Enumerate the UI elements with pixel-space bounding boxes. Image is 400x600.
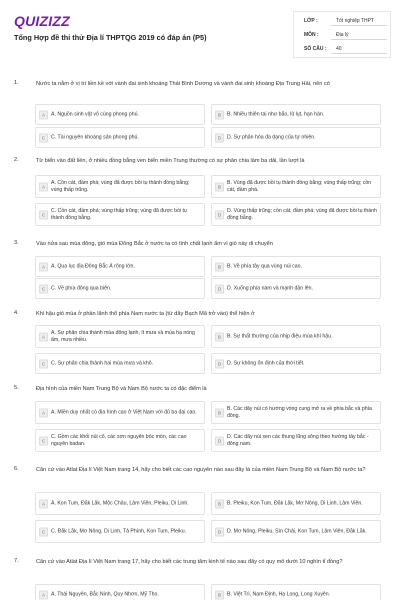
q3-option-c[interactable]	[35, 278, 205, 299]
question-text: Khi hậu gió mùa ở phần lãnh thổ phía Nam nước ta (từ dãy Bạch Mã trở vào) thể hiện ở	[36, 311, 255, 317]
option-text: C. Tài nguyên khoáng sản phong phú.	[51, 133, 139, 140]
meta-class-label: LỚP :	[304, 18, 318, 24]
option-text: D. Mơ Nông, Pleiku, Sìn Chải, Kon Tum, Lâm Viên, Đăk Lăk.	[227, 527, 367, 534]
option-letter: D	[215, 210, 224, 219]
option-text: A. Nguồn sinh vật vô cùng phong phú.	[51, 110, 139, 117]
question-number: 3.	[14, 240, 19, 246]
q6-option-d[interactable]	[211, 520, 381, 543]
question-number: 6.	[14, 466, 19, 472]
meta-count-label: SỐ CÂU :	[304, 46, 327, 52]
option-letter: A	[39, 332, 48, 341]
option-text: B. Về phía tây qua vùng núi cao.	[227, 262, 302, 269]
option-letter: A	[39, 499, 48, 508]
option-text: C. Gồm các khối núi cổ, các sơn nguyên bóc mòn, các cao nguyên badan.	[51, 433, 187, 447]
question-number: 1.	[14, 80, 19, 86]
question-number: 5.	[14, 385, 19, 391]
option-letter: A	[39, 408, 48, 417]
option-text: C. Sự phân chia thành hai mùa mưa và khô.	[51, 359, 154, 366]
option-letter: C	[39, 436, 48, 445]
q5-option-c[interactable]	[35, 429, 205, 452]
option-letter: B	[215, 332, 224, 341]
option-letter: C	[39, 133, 48, 142]
meta-divider	[331, 39, 387, 40]
option-letter: A	[39, 262, 48, 271]
meta-subject-label: MÔN :	[304, 32, 319, 38]
option-text: D. Xuống phía nam và mạnh dần lên.	[227, 284, 313, 291]
question-text: Căn cứ vào Atlat Địa lí Việt Nam trang 17, hãy cho biết các trung tâm kinh tế nào sau đây có quy mô dưới 10 nghìn tỉ đồng?	[36, 559, 343, 565]
q6-option-b[interactable]	[211, 492, 381, 515]
question-number: 4.	[14, 310, 19, 316]
option-text: A. Sự phân chia thành mùa đông lạnh, ít mưa và mùa hạ nóng ẩm, mưa nhiều.	[51, 329, 195, 343]
option-text: D. Sự không ổn định của thời tiết.	[227, 359, 305, 366]
worksheet-meta	[293, 11, 391, 58]
option-letter: D	[215, 359, 224, 368]
meta-class-row	[304, 18, 374, 24]
question-number: 7.	[14, 558, 19, 564]
option-text: B. Sự thất thường của nhịp điệu mùa khí hậu.	[227, 332, 333, 339]
option-text: A. Thái Nguyên, Bắc Ninh, Quy Nhơn, Mỹ Tho.	[51, 590, 159, 597]
option-text: A. Miền duy nhất có địa hình cao ở Việt Nam với đủ ba đai cao.	[51, 408, 197, 415]
option-text: C. Đăk Lăk, Mơ Nông, Di Linh, Tả Phình, Kon Tum, Pleiku.	[51, 527, 187, 534]
option-letter: A	[39, 590, 48, 599]
q4-option-b[interactable]	[211, 325, 381, 348]
q1-option-b[interactable]	[211, 104, 381, 125]
q1-option-a[interactable]	[35, 104, 205, 125]
question-text: Nước ta nằm ở vị trí liền kề với vành đai sinh khoáng Thái Bình Dương và vành đai sinh khoáng Địa Trung Hải, nên có	[36, 81, 330, 87]
option-letter: B	[215, 499, 224, 508]
q4-option-d[interactable]	[211, 353, 381, 374]
q1-option-c[interactable]	[35, 127, 205, 148]
worksheet-title: Tổng Hợp đề thi thử Địa lí THPTQG 2019 có đáp án (P5)	[14, 33, 207, 42]
option-letter: C	[39, 527, 48, 536]
option-text: B. Vùng đã được bồi tụ thành đồng bằng; vùng thấp trũng; cồn cát, đầm phá.	[227, 179, 372, 193]
option-text: A. Cồn cát, đầm phá; vùng đã được bồi tụ thành đồng bằng; vùng thấp trũng.	[51, 179, 190, 193]
meta-subject-row	[304, 32, 349, 38]
option-letter: B	[215, 182, 224, 191]
worksheet-header	[0, 0, 400, 62]
option-letter: C	[39, 284, 48, 293]
q6-option-c[interactable]	[35, 520, 205, 543]
meta-count-row	[304, 46, 342, 52]
q5-option-a[interactable]	[35, 401, 205, 424]
meta-divider	[331, 53, 387, 54]
meta-subject-value: Địa lý	[336, 32, 349, 38]
question-text: Vào nửa sau mùa đông, gió mùa Đông Bắc ở nước ta có tính chất lạnh ẩm vì gió này di chuyển	[36, 241, 273, 247]
option-text: B. Các dãy núi có hướng vòng cung mở ra về phía bắc và phía đông.	[227, 405, 372, 419]
q7-option-a[interactable]	[35, 584, 205, 600]
question-number: 2.	[14, 157, 19, 163]
option-text: C. Cồn cát, đầm phá; vùng thấp trũng; vùng đã được bồi tụ thành đồng bằng.	[51, 207, 187, 221]
option-letter: B	[215, 408, 224, 417]
option-letter: A	[39, 182, 48, 191]
q2-option-c[interactable]	[35, 203, 205, 226]
question-text: Căn cứ vào Atlat Địa lí Việt Nam trang 14, hãy cho biết các cao nguyên nào sau đây là của miền Nam Trung Bộ và Nam Bộ nước ta?	[36, 467, 366, 473]
option-text: D. Các dãy núi xen các thung lũng sông theo hướng tây bắc - đông nam.	[227, 433, 369, 447]
q5-option-b[interactable]	[211, 401, 381, 424]
question-text: Từ biển vào đất liền, ở nhiều đồng bằng ven biển miền Trung thường có sự phân chia làm ba dải, lần lượt là	[36, 158, 305, 164]
option-letter: B	[215, 110, 224, 119]
option-letter: B	[215, 262, 224, 271]
meta-divider	[331, 25, 387, 26]
option-letter: C	[39, 359, 48, 368]
meta-count-value: 40	[336, 46, 342, 52]
q6-option-a[interactable]	[35, 492, 205, 515]
q5-option-d[interactable]	[211, 429, 381, 452]
q2-option-b[interactable]	[211, 175, 381, 198]
option-letter: D	[215, 133, 224, 142]
q4-option-c[interactable]	[35, 353, 205, 374]
option-text: A. Qua lục địa Đông Bắc Á rộng lớn.	[51, 262, 135, 269]
option-letter: B	[215, 590, 224, 599]
q3-option-d[interactable]	[211, 278, 381, 299]
quizizz-logo: QUIZIZZ	[14, 13, 70, 29]
q4-option-a[interactable]	[35, 325, 205, 348]
option-text: C. Về phía đông qua biển.	[51, 284, 112, 291]
option-text: D. Sự phân hóa đa dạng của tự nhiên.	[227, 133, 316, 140]
option-letter: D	[215, 527, 224, 536]
option-text: A. Kon Tum, Đăk Lăk, Mộc Châu, Lâm Viên, Pleiku, Di Linh.	[51, 499, 189, 506]
question-text: Địa hình của miền Nam Trung Bộ và Nam Bộ nước ta có đặc điểm là	[36, 386, 207, 392]
q2-option-d[interactable]	[211, 203, 381, 226]
q2-option-a[interactable]	[35, 175, 205, 198]
q3-option-a[interactable]	[35, 256, 205, 277]
option-letter: D	[215, 436, 224, 445]
q1-option-d[interactable]	[211, 127, 381, 148]
option-text: B. Pleiku, Kon Tum, Đăk Lăk, Mơ Nông, Di Linh, Lâm Viên.	[227, 499, 363, 506]
option-text: D. Vùng thấp trũng; cồn cát, đầm phá; vùng đã được bồi tụ thành đồng bằng.	[227, 207, 377, 221]
option-letter: A	[39, 110, 48, 119]
option-letter: D	[215, 284, 224, 293]
meta-class-value: Tốt nghiệp THPT	[336, 18, 374, 24]
option-text: B. Việt Trì, Nam Định, Hạ Long, Long Xuyên.	[227, 590, 331, 597]
q7-option-b[interactable]	[211, 584, 381, 600]
option-text: B. Nhiều thiên tai như bão, lũ lụt, hạn hán.	[227, 110, 325, 117]
q3-option-b[interactable]	[211, 256, 381, 277]
option-letter: C	[39, 210, 48, 219]
